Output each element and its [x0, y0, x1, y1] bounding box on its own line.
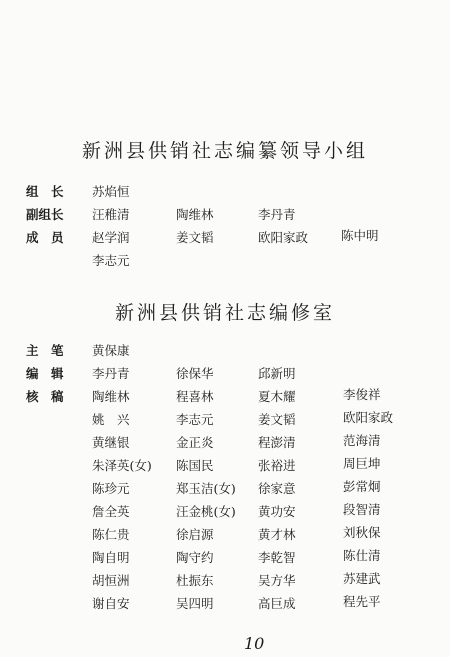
member-name: 徐启源: [176, 527, 214, 542]
member-name: 赵学润: [92, 230, 130, 245]
member-name: 段智清: [343, 502, 381, 517]
member-name: 姜文韬: [176, 230, 214, 245]
member-name: 陈中明: [341, 228, 379, 243]
member-name: 陈仁贵: [92, 527, 130, 542]
member-name: 朱泽英(女): [92, 458, 152, 473]
member-name: 陶守约: [176, 550, 214, 565]
member-name: 欧阳家政: [343, 410, 394, 425]
member-name: 李丹青: [92, 366, 130, 381]
member-name: 吴四明: [176, 596, 214, 611]
member-name: 陈国民: [176, 458, 214, 473]
member-name: 欧阳家政: [258, 230, 309, 245]
member-name: 詹全英: [92, 504, 130, 519]
member-name: 彭常炯: [343, 479, 381, 494]
member-name: 苏建武: [343, 571, 381, 586]
member-name: 李志元: [92, 253, 130, 268]
member-name: 徐保华: [176, 366, 214, 381]
member-name: 张裕进: [258, 458, 296, 473]
member-name: 陶维林: [176, 207, 214, 222]
row-label-members: 成 员: [26, 230, 64, 245]
member-name: 金正炎: [176, 435, 214, 450]
member-name: 陈珍元: [92, 481, 130, 496]
row-label-editors: 编 辑: [26, 366, 64, 381]
member-name: 杜振东: [176, 573, 214, 588]
member-name: 周巨坤: [343, 456, 381, 471]
member-name: 李俊祥: [343, 387, 381, 402]
member-name: 郑玉洁(女): [176, 481, 236, 496]
section-2-title: 新洲县供销社志编修室: [114, 302, 335, 324]
member-name: 徐家意: [258, 481, 296, 496]
page-number: 10: [244, 634, 265, 653]
member-name: 邱新明: [258, 366, 296, 381]
member-name: 黄才林: [258, 527, 296, 542]
member-name: 汪金桃(女): [176, 504, 236, 519]
member-name: 黄继银: [92, 435, 130, 450]
member-name: 刘秋保: [343, 525, 381, 540]
member-name: 谢自安: [92, 596, 130, 611]
member-name: 姜文韬: [258, 412, 296, 427]
member-name: 黄功安: [258, 504, 296, 519]
member-name: 胡恒洲: [92, 573, 130, 588]
member-name: 程先平: [343, 594, 381, 609]
member-name: 吴方华: [258, 573, 296, 588]
member-name: 李乾智: [258, 550, 296, 565]
member-name: 范海清: [343, 433, 381, 448]
row-label-chief-writer: 主 笔: [26, 343, 64, 358]
row-label-deputy-leader: 副组长: [26, 207, 64, 222]
member-name: 陈仕清: [343, 548, 381, 563]
member-name: 夏木耀: [258, 389, 296, 404]
section-1-title: 新洲县供销社志编纂领导小组: [81, 140, 368, 162]
member-name: 李志元: [176, 412, 214, 427]
member-name: 李丹青: [258, 207, 296, 222]
member-name: 陶自明: [92, 550, 130, 565]
member-name: 程喜林: [176, 389, 214, 404]
row-label-leader: 组 长: [26, 184, 64, 199]
member-name: 黄保康: [92, 343, 130, 358]
row-label-reviewers: 核 稿: [26, 389, 64, 404]
member-name: 高巨成: [258, 596, 296, 611]
member-name: 姚 兴: [92, 412, 130, 427]
member-name: 苏焰恒: [92, 184, 130, 199]
member-name: 汪稚清: [92, 207, 130, 222]
member-name: 程澎清: [258, 435, 296, 450]
member-name: 陶维林: [92, 389, 130, 404]
